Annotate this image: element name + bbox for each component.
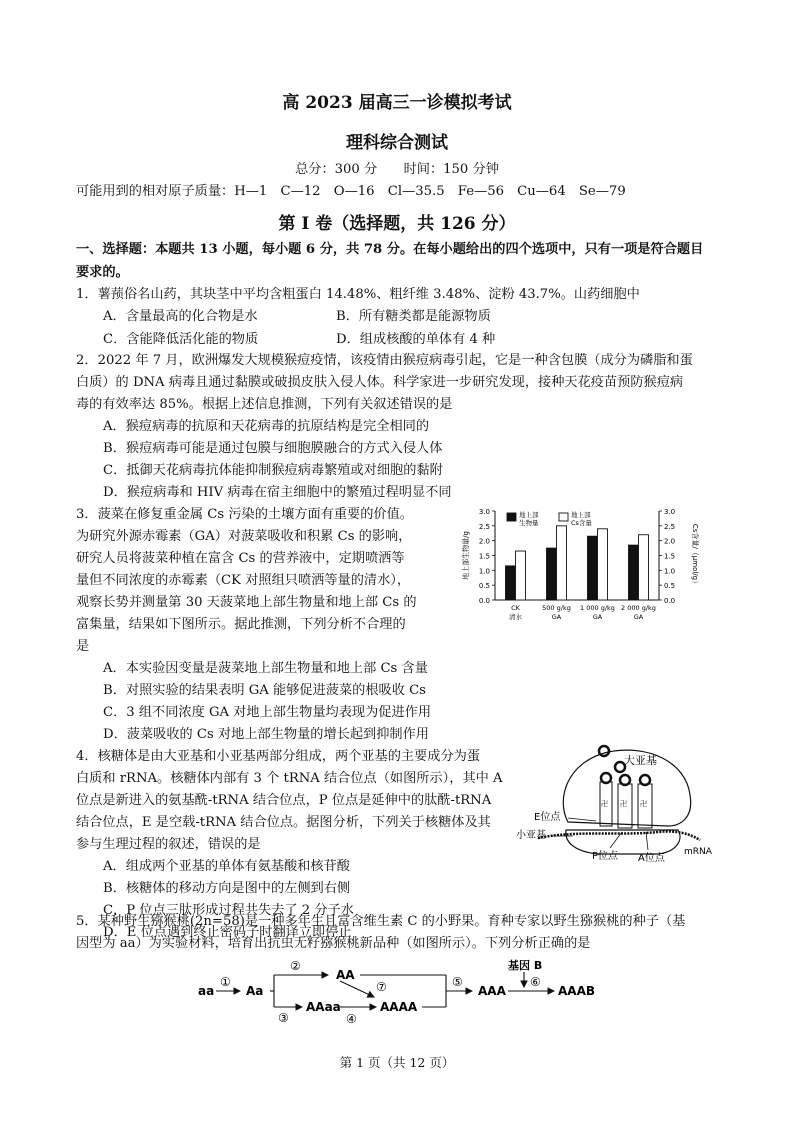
legend-label-line2: Cs含量 bbox=[571, 519, 592, 527]
q3-line-3: 研究人员将菠菜种植在富含 Cs 的营养液中，定期喷洒等 bbox=[76, 551, 405, 566]
q1-option-d: D．组成核酸的单体有 4 种 bbox=[336, 332, 496, 347]
y-tick-label-left: 1.5 bbox=[478, 552, 490, 561]
q4-line-2: 白质和 rRNA。核糖体内部有 3 个 tRNA 结合位点（如图所示），其中 A bbox=[76, 771, 503, 786]
q4-option-c: C．P 位点三肽形成过程共失去了 2 分子水 bbox=[103, 903, 354, 918]
y-axis-label-right: Cs含量/（μmol/g） bbox=[691, 523, 699, 588]
e-site-label: E位点 bbox=[534, 812, 561, 823]
legend-label: 地上部 bbox=[519, 511, 539, 519]
y-tick-label-left: 0.0 bbox=[478, 597, 490, 605]
q4-option-d: D．E 位点遇到终止密码子时翻译立即停止 bbox=[103, 925, 352, 940]
y-tick-label-left: 1.0 bbox=[478, 567, 490, 576]
genotype-AAAA: AAAA bbox=[380, 1000, 418, 1014]
exam-meta: 总分：300 分 时间：150 分钟 bbox=[295, 162, 499, 177]
svg-text:卍: 卍 bbox=[620, 800, 627, 808]
page-footer: 第 1 页（共 12 页） bbox=[339, 1055, 455, 1070]
step-3-label: ③ bbox=[278, 1011, 289, 1025]
bar-biomass bbox=[547, 548, 557, 600]
q3-line-6: 富集量，结果如下图所示。据此推测，下列分析不合理的 bbox=[76, 617, 406, 632]
trna-e-site bbox=[600, 773, 612, 826]
q3-line-4: 量但不同浓度的赤霉素（CK 对照组只喷洒等量的清水）， bbox=[76, 573, 411, 588]
trna-a-site bbox=[638, 775, 652, 828]
breeding-flow-diagram bbox=[190, 955, 620, 1030]
bar-cs-content bbox=[598, 529, 608, 600]
y-tick-label-right: 2.0 bbox=[664, 537, 676, 546]
y-axis-label-left: 地上部生物量/g bbox=[462, 531, 470, 580]
a-site-label: A位点 bbox=[638, 853, 665, 864]
legend-swatch bbox=[507, 513, 516, 521]
genotype-Aa: Aa bbox=[246, 984, 264, 998]
y-tick-label-right: 3.0 bbox=[664, 508, 676, 516]
y-tick-label-right: 0.0 bbox=[664, 597, 676, 605]
ribosome-diagram bbox=[508, 740, 718, 870]
q3-line-5: 观察长势并测量第 30 天菠菜地上部生物量和地上部 Cs 的 bbox=[76, 595, 417, 610]
q1-option-a: A．含量最高的化合物是水 bbox=[103, 309, 258, 324]
q3-option-a: A．本实验因变量是菠菜地上部生物量和地上部 Cs 含量 bbox=[103, 661, 428, 676]
y-tick-label-left: 3.0 bbox=[478, 508, 490, 516]
q3-option-c: C．3 组不同浓度 GA 对地上部生物量均表现为促进作用 bbox=[103, 705, 432, 720]
y-tick-label-left: 2.5 bbox=[478, 522, 490, 531]
gene-b-label: 基因 B bbox=[508, 959, 543, 972]
section-heading: 第 I 卷（选择题，共 126 分） bbox=[278, 214, 516, 234]
step-2-label: ② bbox=[290, 959, 301, 973]
x-tick-label-line2: 清水 bbox=[509, 613, 522, 621]
q3-option-b: B．对照实验的结果表明 GA 能够促进菠菜的根吸收 Cs bbox=[103, 683, 426, 698]
q2-line-3: 毒的有效率达 85%。根据上述信息推测，下列有关叙述错误的是 bbox=[76, 397, 453, 412]
bar-biomass bbox=[506, 566, 516, 600]
y-tick-label-right: 1.5 bbox=[664, 552, 676, 561]
q2-option-d: D．猴痘病毒和 HIV 病毒在宿主细胞中的繁殖过程明显不同 bbox=[103, 485, 452, 500]
q1-option-b: B．所有糖类都是能源物质 bbox=[336, 309, 491, 324]
x-tick-label-line2: GA bbox=[592, 613, 603, 621]
bar-cs-content bbox=[516, 551, 526, 600]
step-4-label: ④ bbox=[346, 1012, 357, 1026]
bar-cs-content bbox=[557, 526, 567, 600]
biomass-cs-bar-chart bbox=[455, 497, 705, 632]
x-tick-label: CK bbox=[511, 604, 520, 612]
q3-line-7: 是 bbox=[76, 639, 90, 654]
y-tick-label-right: 0.5 bbox=[664, 582, 676, 591]
large-subunit-label: 大亚基 bbox=[624, 754, 657, 767]
q1-option-c: C．含能降低活化能的物质 bbox=[103, 332, 259, 347]
legend-label-line2: 生物量 bbox=[519, 519, 539, 527]
svg-text:卍: 卍 bbox=[640, 800, 647, 808]
instruction-line-1: 一、选择题：本题共 13 小题，每小题 6 分，共 78 分。在每小题给出的四个选项中，只有一项是符合题目 bbox=[76, 242, 704, 257]
genotype-AAA: AAA bbox=[478, 984, 506, 998]
bar-biomass bbox=[629, 545, 639, 600]
x-tick-label: 500 g/kg bbox=[542, 604, 571, 612]
y-tick-label-right: 1.0 bbox=[664, 567, 676, 576]
q2-option-a: A．猴痘病毒的抗原和天花病毒的抗原结构是完全相同的 bbox=[103, 419, 430, 434]
svg-text:卍: 卍 bbox=[601, 800, 608, 808]
bar-cs-content bbox=[639, 535, 649, 600]
peptide-chain-bead bbox=[599, 746, 609, 756]
q3-line-2: 为研究外源赤霉素（GA）对菠菜吸收和积累 Cs 的影响， bbox=[76, 529, 412, 544]
y-tick-label-right: 2.5 bbox=[664, 522, 676, 531]
genotype-AA: AA bbox=[336, 968, 355, 982]
x-tick-label-line2: GA bbox=[551, 613, 562, 621]
q3-option-d: D．菠菜吸收的 Cs 对地上部生物量的增长起到抑制作用 bbox=[103, 727, 429, 742]
exam-subtitle: 理科综合测试 bbox=[346, 133, 448, 153]
q3-line-1: 3．菠菜在修复重金属 Cs 污染的土壤方面有重要的价值。 bbox=[76, 507, 413, 522]
q4-line-4: 结合位点，E 是空载-tRNA 结合位点。据图分析，下列关于核糖体及其 bbox=[76, 815, 491, 830]
trna-p-site bbox=[615, 762, 632, 828]
q2-option-c: C．抵御天花病毒抗体能抑制猴痘病毒繁殖或对细胞的黏附 bbox=[103, 463, 443, 478]
step-5-label: ⑤ bbox=[452, 975, 463, 989]
q5-line-1: 5．某种野生猕猴桃(2n=58)是一种多年生且富含维生素 C 的小野果。育种专家以野生猕猴桃的种子（基 bbox=[76, 914, 686, 929]
q4-option-b: B．核糖体的移动方向是图中的左侧到右侧 bbox=[103, 881, 351, 896]
q1-stem: 1．薯蓣俗名山药，其块茎中平均含粗蛋白 14.48%、粗纤维 3.48%、淀粉 43.7%。山药细胞中 bbox=[76, 287, 640, 302]
step-1-label: ① bbox=[220, 975, 231, 989]
q4-line-1: 4．核糖体是由大亚基和小亚基两部分组成，两个亚基的主要成分为蛋 bbox=[76, 749, 481, 764]
q4-option-a: A．组成两个亚基的单体有氨基酸和核苷酸 bbox=[103, 859, 350, 874]
legend-swatch bbox=[559, 513, 568, 521]
x-tick-label: 2 000 g/kg bbox=[621, 604, 656, 612]
y-tick-label-left: 2.0 bbox=[478, 537, 490, 546]
x-tick-label-line2: GA bbox=[633, 613, 644, 621]
legend-label: 地上部 bbox=[571, 511, 591, 519]
mrna-label: mRNA bbox=[684, 847, 712, 857]
q4-line-5: 参与生理过程的叙述，错误的是 bbox=[76, 837, 261, 852]
exam-title: 高 2023 届高三一诊模拟考试 bbox=[282, 93, 512, 113]
step-7-label: ⑦ bbox=[376, 980, 387, 994]
p-site-label: P位点 bbox=[592, 851, 619, 862]
genotype-AAAB: AAAB bbox=[558, 984, 596, 998]
q2-line-1: 2．2022 年 7 月，欧洲爆发大规模猴痘疫情，该疫情由猴痘病毒引起，它是一种含包膜（成分为磷脂和蛋 bbox=[76, 353, 693, 368]
instruction-line-2: 要求的。 bbox=[76, 265, 129, 280]
step-6-label: ⑥ bbox=[530, 975, 541, 989]
bar-biomass bbox=[588, 536, 598, 600]
q5-line-2: 因型为 aa）为实验材料，培育出抗虫无籽猕猴桃新品种（如图所示）。下列分析正确的是 bbox=[76, 936, 591, 951]
atomic-masses: 可能用到的相对原子质量：H—1 C—12 O—16 Cl—35.5 Fe—56 Cu—64 Se—79 bbox=[76, 184, 626, 199]
x-tick-label: 1 000 g/kg bbox=[580, 604, 615, 612]
genotype-aa: aa bbox=[198, 984, 215, 998]
small-subunit-label: 小亚基 bbox=[516, 830, 546, 841]
genotype-AAaa: AAaa bbox=[306, 1000, 341, 1014]
q2-option-b: B．猴痘病毒可能是通过包膜与细胞膜融合的方式入侵人体 bbox=[103, 441, 443, 456]
q4-line-3: 位点是新进入的氨基酰-tRNA 结合位点，P 位点是延伸中的肽酰-tRNA bbox=[76, 793, 492, 808]
y-tick-label-left: 0.5 bbox=[478, 582, 490, 591]
q2-line-2: 白质）的 DNA 病毒且通过黏膜或破损皮肤入侵人体。科学家进一步研究发现，接种天花疫苗预防猴痘病 bbox=[76, 375, 684, 390]
